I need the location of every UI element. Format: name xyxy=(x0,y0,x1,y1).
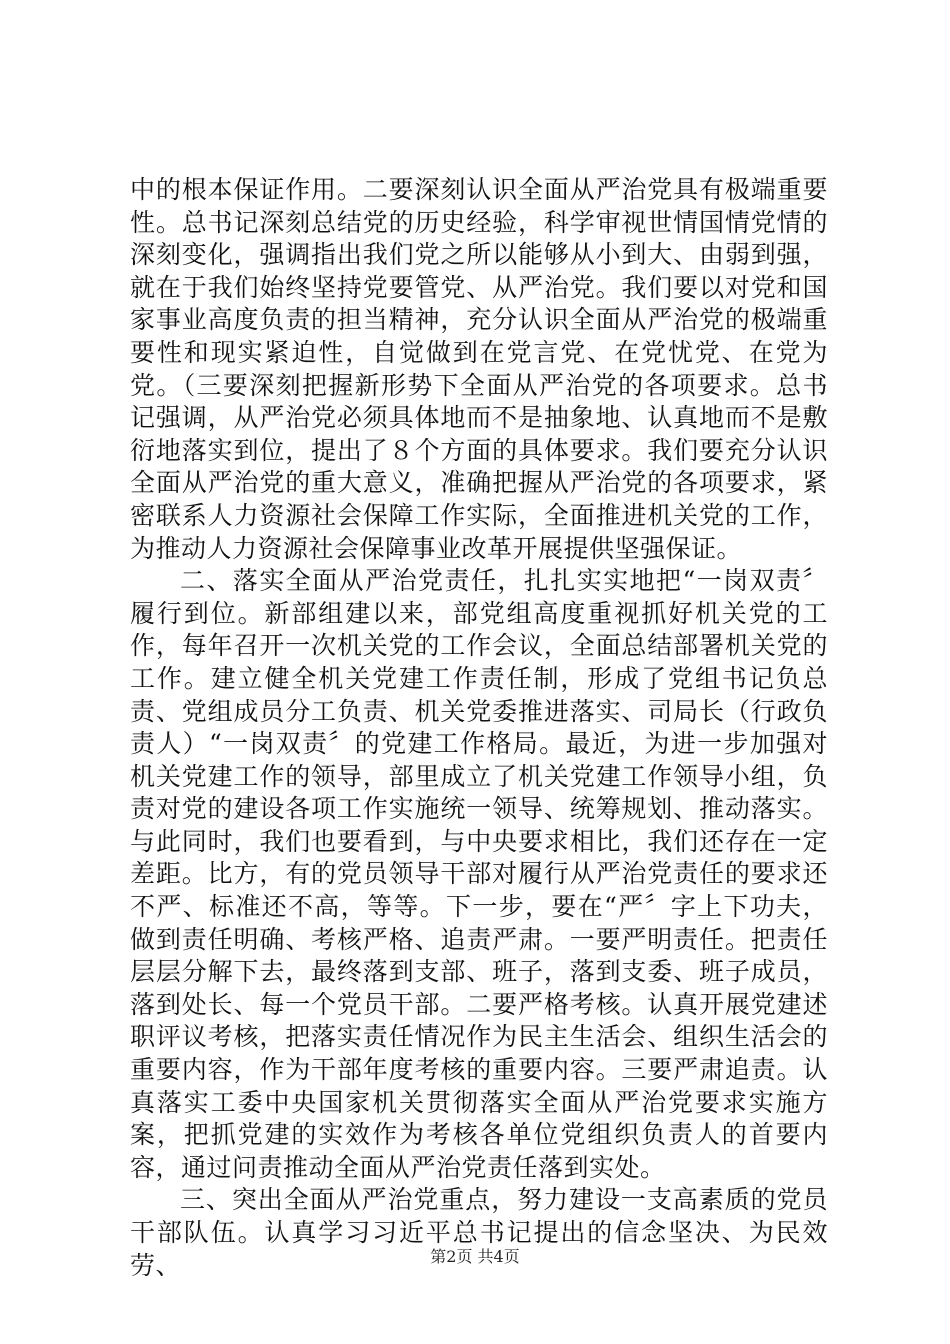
paragraph-section-three: 三、突出全面从严治党重点，努力建设一支高素质的党员干部队伍。认真学习习近平总书记提出的信念坚决、为民效劳、 xyxy=(130,1185,828,1280)
paragraph-section-two: 二、落实全面从严治党责任，扎扎实实地把“一岗双责〞履行到位。新部组建以来，部党组高度重视抓好机关党的工作，每年召开一次机关党的工作会议，全面总结部署机关党的工作。建立健全机关党建工作责任制，形成了党组书记负总责、党组成员分工负责、机关党委推进落实、司局长（行政负责人）“一岗双责〞的党建工作格局。最近，为进一步加强对机关党建工作的领导，部里成立了机关党建工作领导小组，负责对党的建设各项工作实施统一领导、统筹规划、推动落实。与此同时，我们也要看到，与中央要求相比，我们还存在一定差距。比方，有的党员领导干部对履行从严治党责任的要求还不严、标准还不高，等等。下一步，要在“严〞字上下功夫，做到责任明确、考核严格、追责严肃。一要严明责任。把责任层层分解下去，最终落到支部、班子，落到支委、班子成员，落到处长、每一个党员干部。二要严格考核。认真开展党建述职评议考核，把落实责任情况作为民主生活会、组织生活会的重要内容，作为干部年度考核的重要内容。三要严肃追责。认真落实工委中央国家机关贯彻落实全面从严治党要求实施方案，把抓党建的实效作为考核各单位党组织负责人的首要内容，通过问责推动全面从严治党责任落到实处。 xyxy=(130,566,828,1182)
paragraph-continuation: 中的根本保证作用。二要深刻认识全面从严治党具有极端重要性。总书记深刻总结党的历史经验，科学审视世情国情党情的深刻变化，强调指出我们党之所以能够从小到大、由弱到强，就在于我们始终坚持党要管党、从严治党。我们要以对党和国家事业高度负责的担当精神，充分认识全面从严治党的极端重要性和现实紧迫性，自觉做到在党言党、在党忧党、在党为党。（三要深刻把握新形势下全面从严治党的各项要求。总书记强调，从严治党必须具体地而不是抽象地、认真地而不是敷衍地落实到位，提出了８个方面的具体要求。我们要充分认识全面从严治党的重大意义，准确把握从严治党的各项要求，紧密联系人力资源社会保障工作实际，全面推进机关党的工作，为推动人力资源社会保障事业改革开展提供坚强保证。 xyxy=(130,175,828,563)
document-body xyxy=(130,174,828,1282)
page-number-footer: 第2页 共4页 xyxy=(430,1247,520,1266)
